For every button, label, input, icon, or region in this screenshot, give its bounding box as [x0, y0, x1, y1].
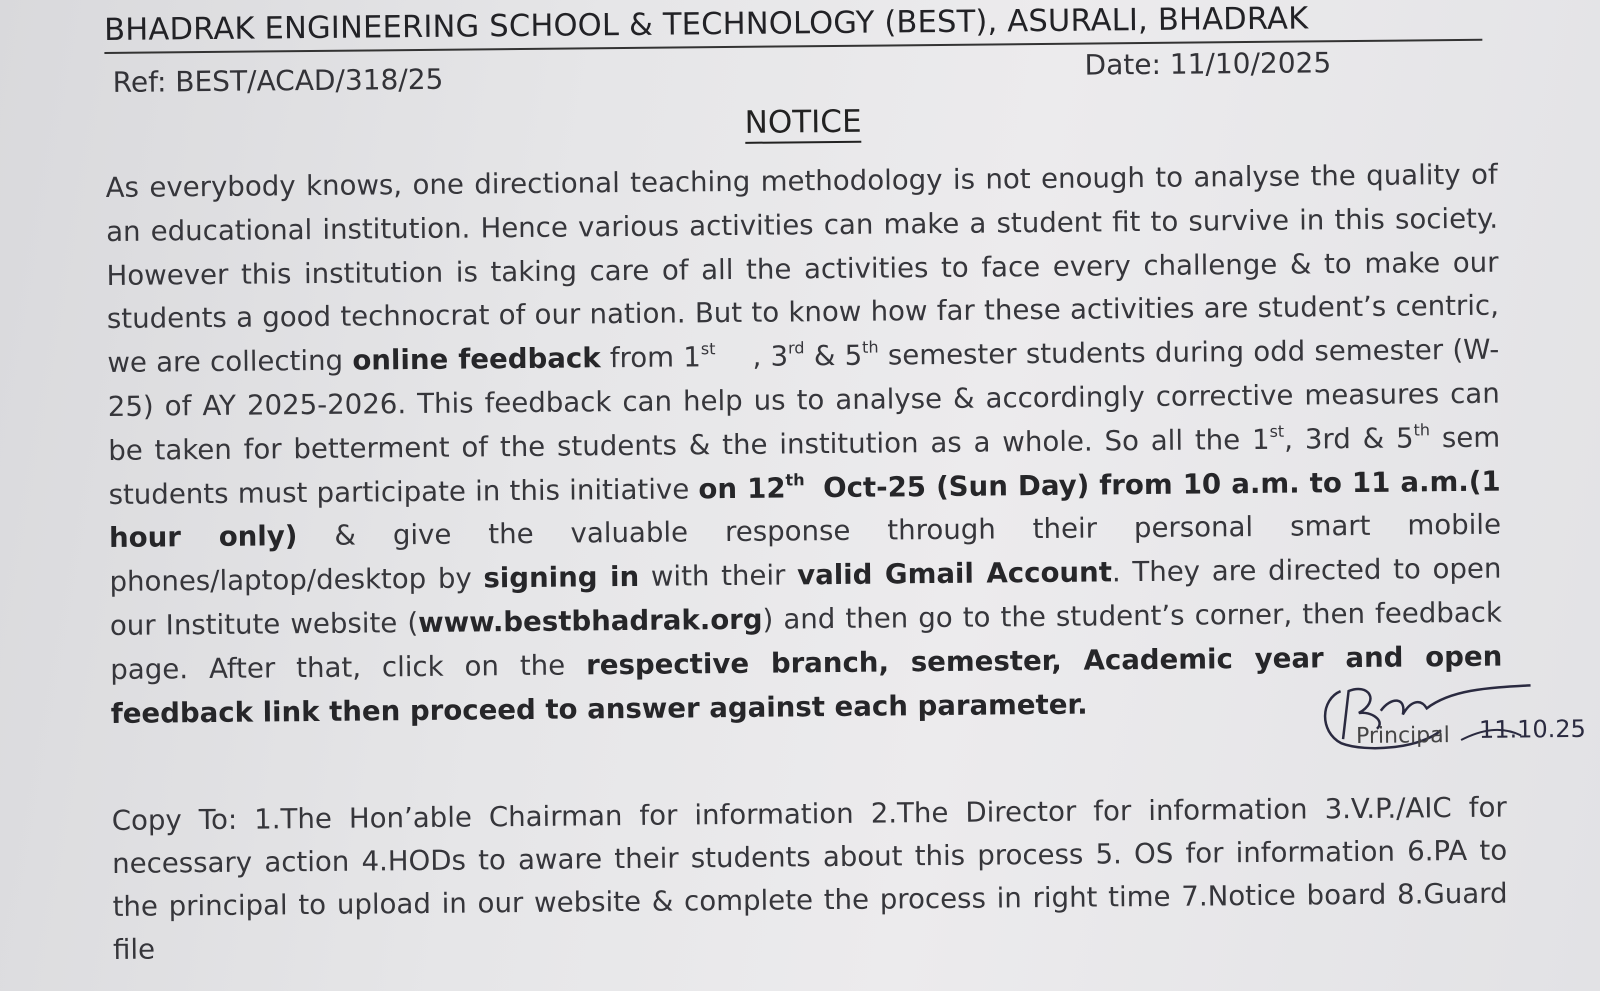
signature-date: 11.10.25 — [1478, 715, 1586, 745]
third-sem: , 3 — [752, 339, 789, 373]
reference-number: Ref: BEST/ACAD/318/25 — [112, 62, 444, 99]
body-text-3: sem students must participate in this initiative — [108, 420, 1501, 511]
from-first: from 1 — [609, 340, 702, 375]
time-window-text: Oct-25 (Sun Day) from 10 a.m. to 11 a.m.(1 hour only) — [108, 464, 1501, 555]
online-feedback-text: online feedback — [352, 341, 601, 377]
notice-date: Date: 11/10/2025 — [1084, 46, 1332, 82]
sup-st: st — [700, 339, 716, 359]
notice-content — [104, 0, 1586, 971]
body-text-6: ) and then go to the student’s corner, then feedback page. After that, click on the — [110, 595, 1503, 686]
with-their-text: with their — [650, 558, 786, 593]
copy-to-list: Copy To: 1.The Hon’able Chairman for information 2.The Director for information 3.V.P./AIC for necessary action 4.HODs to aware their students about this process 5. OS for information 6.PA to the principal to upload in our website & complete the process in right time 7.Notice board 8.Guard file — [111, 790, 1508, 967]
institution-header: BHADRAK ENGINEERING SCHOOL & TECHNOLOGY (BEST), ASURALI, BHADRAK — [104, 1, 1309, 48]
body-text-5: . They are directed to open our Institute website ( — [109, 551, 1502, 642]
signing-in-text: signing in — [483, 560, 640, 595]
body-text-4: & give the valuable response through their personal smart mobile phones/laptop/desktop by — [109, 507, 1502, 599]
body-text-2: semester students during odd semester (W-25) of AY 2025-2026. This feedback can help us to analyse & accordingly corrective measures can be taken for betterment of the students & the institution as a whole. So all the 1 — [107, 332, 1500, 467]
sup-th-3: th — [785, 469, 805, 490]
sup-rd: rd — [787, 338, 805, 358]
valid-gmail-text: valid Gmail Account — [796, 555, 1113, 592]
comma-mark: , — [1284, 422, 1294, 456]
sup-th-2: th — [1413, 420, 1431, 440]
fifth-sem: & 5 — [813, 338, 863, 373]
third-fifth-sem: 3rd & 5 — [1304, 421, 1414, 456]
title-wrap — [105, 96, 1521, 162]
notice-title: NOTICE — [744, 103, 861, 144]
website-link: www.bestbhadrak.org — [417, 602, 763, 639]
on-date-text: on 12 — [698, 471, 786, 505]
instruction-text: respective branch, semester, Academic year and open feedback link then proceed to answer against each parameter. — [110, 639, 1503, 730]
sup-st-2: st — [1269, 421, 1285, 441]
principal-label: Principal — [1355, 723, 1450, 750]
signature-area — [111, 715, 1586, 800]
notice-body — [105, 153, 1502, 736]
body-text-1: As everybody knows, one directional teaching methodology is not enough to analyse the quality of an educational institution. Hence various activities can make a student fit to survive in this society. However this institution is taking care of all the activities to face every challenge & to make our students a good technocrat of our nation. But to know how far these activities are student’s centric, we are collecting — [105, 157, 1500, 380]
sup-th: th — [862, 337, 879, 357]
